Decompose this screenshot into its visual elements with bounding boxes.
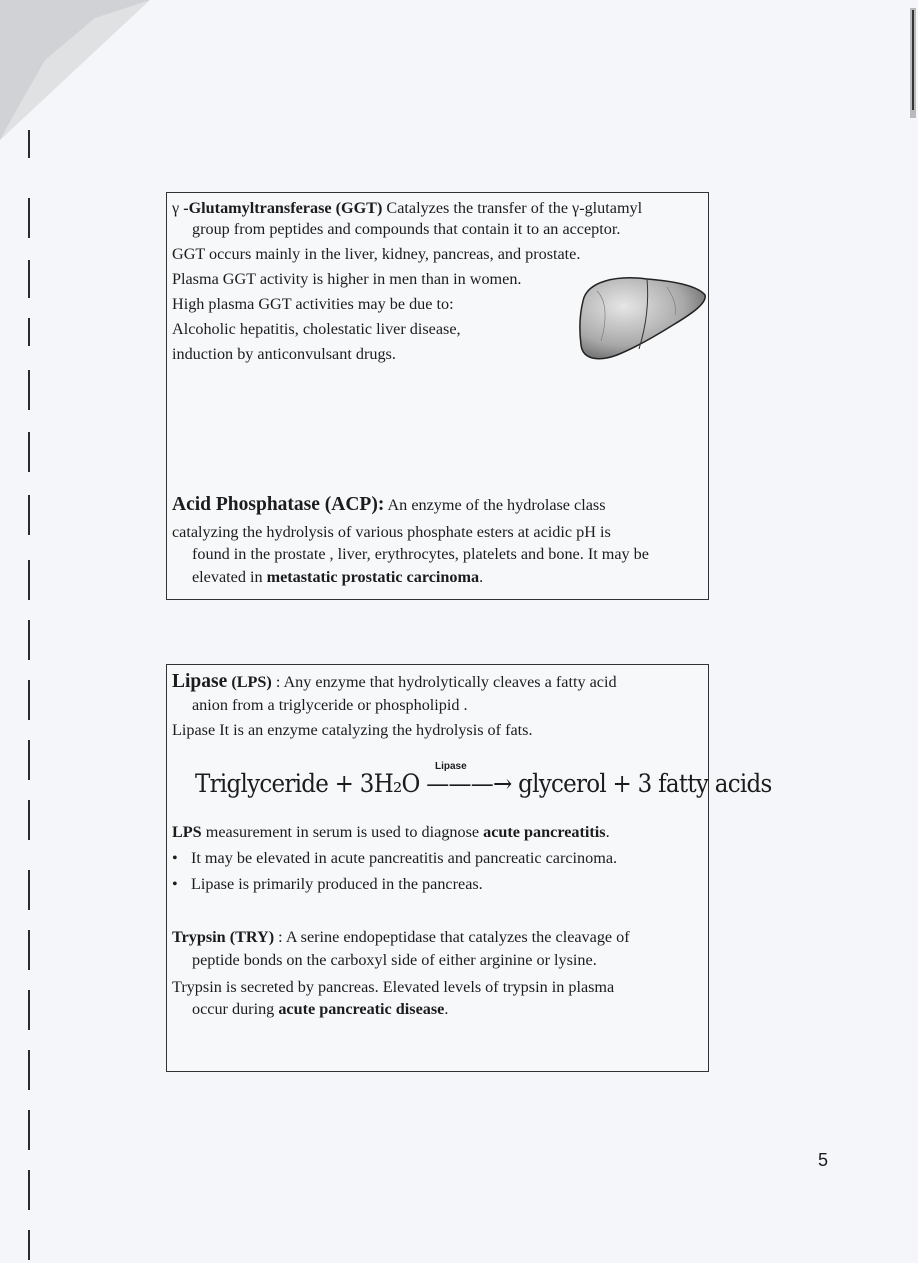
try-def-line4-pre: occur during: [192, 1000, 279, 1018]
lps-measure-abbr: LPS: [172, 823, 202, 841]
try-title: Trypsin (TRY): [172, 928, 275, 946]
ggt-causes-line2: induction by anticonvulsant drugs.: [172, 345, 396, 363]
ggt-def-line1: Catalyzes the transfer of the γ-glutamyl: [382, 199, 643, 217]
acp-title: Acid Phosphatase (ACP):: [172, 494, 385, 515]
ggt-title: -Glutamyltransferase (GGT): [179, 199, 383, 217]
bullet-icon: •: [172, 875, 178, 893]
ggt-occurs-line: GGT occurs mainly in the liver, kidney, pancreas, and prostate.: [172, 245, 581, 263]
lps-title: Lipase: [172, 671, 228, 692]
lps-def-line1: : Any enzyme that hydrolytically cleaves a fatty acid: [271, 673, 617, 691]
ggt-high-line: High plasma GGT activities may be due to:: [172, 295, 454, 313]
try-def-line1: : A serine endopeptidase that catalyzes the cleavage of: [274, 928, 630, 946]
page-fold-shadow: [0, 0, 150, 150]
lps-def-line3: Lipase It is an enzyme catalyzing the hydrolysis of fats.: [172, 721, 533, 739]
page-number: 5: [818, 1150, 829, 1170]
try-def-line2: peptide bonds on the carboxyl side of either arginine or lysine.: [192, 951, 597, 969]
ggt-causes-line1: Alcoholic hepatitis, cholestatic liver disease,: [172, 320, 461, 338]
slide-lps-try: [166, 664, 772, 1072]
binding-marks: [24, 120, 38, 1260]
lps-measure-line: [172, 822, 610, 842]
lps-measure-post: .: [605, 823, 610, 841]
list-item: [172, 848, 617, 868]
ggt-def-line2: group from peptides and compounds that contain it to an acceptor.: [192, 220, 621, 238]
list-item: [172, 874, 483, 894]
acp-emphasis: metastatic prostatic carcinoma: [266, 568, 480, 586]
lps-measure-emphasis: acute pancreatitis: [483, 823, 606, 841]
ggt-heading-line: [172, 198, 642, 218]
acp-def-line2: catalyzing the hydrolysis of various phosphate esters at acidic pH is: [172, 523, 611, 541]
ggt-plasma-line: Plasma GGT activity is higher in men than in women.: [172, 270, 522, 288]
scan-edge-marks: [888, 0, 918, 130]
gamma-symbol: γ: [172, 199, 180, 217]
lps-def-line2: anion from a triglyceride or phospholipid .: [192, 696, 468, 714]
lipase-equation: [195, 761, 772, 806]
acp-def-line1: An enzyme of the hydrolase class: [384, 496, 606, 514]
try-def-line3: Trypsin is secreted by pancreas. Elevated levels of trypsin in plasma: [172, 978, 615, 996]
acp-heading-line: [172, 495, 606, 515]
lps-bullet-1: It may be elevated in acute pancreatitis and pancreatic carcinoma.: [191, 849, 618, 867]
slide-ggt-acp: [166, 192, 709, 600]
lps-measure-pre: measurement in serum is used to diagnose: [201, 823, 484, 841]
acp-def-line4: [172, 567, 483, 587]
liver-illustration: [577, 271, 709, 366]
equation-arrow-label: Lipase: [435, 761, 467, 772]
acp-def-line3: found in the prostate , liver, erythrocytes, platelets and bone. It may be: [192, 545, 649, 563]
equation-text: Triglyceride + 3H₂O ———→ glycerol + 3 fatty acids: [195, 769, 772, 798]
bullet-icon: •: [172, 849, 178, 867]
try-def-line4-post: .: [444, 1000, 449, 1018]
try-heading-line: [172, 927, 630, 947]
lps-abbr: (LPS): [227, 673, 272, 691]
acp-def-line4-pre: elevated in: [192, 568, 267, 586]
lps-bullet-2: Lipase is primarily produced in the pancreas.: [191, 875, 483, 893]
try-def-line4: [172, 999, 448, 1019]
try-emphasis: acute pancreatic disease: [278, 1000, 445, 1018]
acp-def-line4-post: .: [479, 568, 484, 586]
lps-heading-line: [172, 672, 617, 692]
